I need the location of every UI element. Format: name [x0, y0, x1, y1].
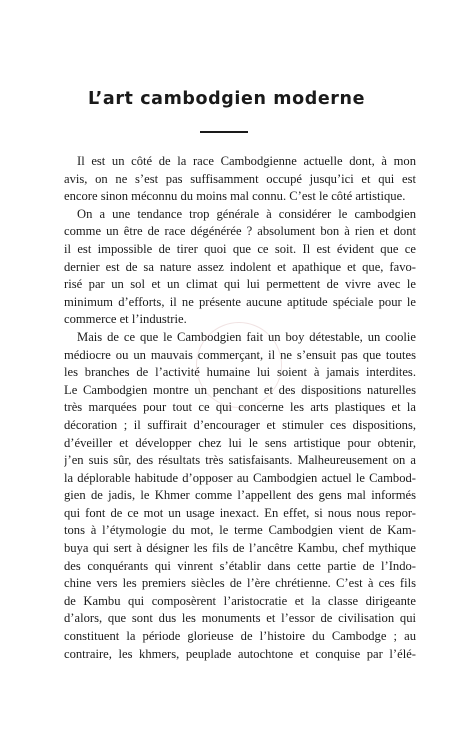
text-line: les branches de l’activité humaine lui soient à jamais interdites. — [64, 365, 416, 380]
text-line: Le Cambodgien montre un penchant et des dispositions naturelles — [64, 382, 416, 397]
text-line: tons à l’étymologie du mot, le terme Cambodgien vient de Kam- — [64, 523, 416, 538]
title-rule — [200, 131, 248, 133]
text-line: buya qui sert à désigner les fils de l’ancêtre Kambu, chef mythique — [64, 541, 416, 556]
text-line: de Kambu qui composèrent l’aristocratie et la classe dirigeante — [64, 593, 416, 608]
text-line: qui font de ce mot un usage inexact. En effet, si nous nous repor- — [64, 505, 416, 520]
text-line: avis, on ne s’est pas suffisamment occupé jusqu’ici et qui est — [64, 171, 416, 186]
text-line: constituent la période glorieuse de l’histoire du Cambodge ; au — [64, 629, 416, 644]
text-line: médiocre ou un mauvais commerçant, il ne s’ensuit pas que toutes — [64, 347, 416, 362]
text-line: On a une tendance trop générale à considérer le cambodgien — [77, 206, 416, 221]
text-line: gien de jadis, le Khmer comme l’appellent des gens mal informés — [64, 488, 416, 503]
text-line: très marquées pour tout ce qui concerne les arts plastiques et la — [64, 400, 416, 415]
text-line: minimum d’efforts, il ne présente aucune aptitude spéciale pour le — [64, 294, 416, 309]
text-line: il est impossible de tirer quoi que ce soit. Il est évident que ce — [64, 241, 416, 256]
text-line: décoration ; il suffirait d’encourager et stimuler ces dispositions, — [64, 417, 416, 432]
text-line: risé par un sol et un climat qui lui permettent de vivre avec le — [64, 277, 416, 292]
text-line: la déplorable habitude d’opposer au Cambodgien actuel le Cambod- — [64, 470, 416, 485]
text-line: encore sinon méconnu du moins mal connu. C’est le côté artistique. — [64, 189, 406, 204]
body-text — [64, 153, 416, 663]
text-line: d’éveiller et développer chez lui le sens artistique pour obtenir, — [64, 435, 416, 450]
text-line: Il est un côté de la race Cambodgienne actuelle dont, à mon — [77, 154, 416, 168]
text-line: des conquérants qui vinrent s’établir dans cette partie de l’Indo- — [64, 558, 416, 573]
text-line: j’en suis sûr, des résultats très satisfaisants. Malheureusement on a — [64, 453, 416, 468]
text-line: chine vers les premiers siècles de l’ère chrétienne. C’est à ces fils — [64, 576, 416, 591]
text-line: contraire, les khmers, peuplade autochtone et conquise par l’élé- — [64, 646, 416, 661]
text-line: comme un être de race dégénérée ? absolument bon à rien et dont — [64, 224, 416, 239]
text-line: Mais de ce que le Cambodgien fait un boy détestable, un coolie — [77, 329, 416, 344]
text-line: dernier est de sa nature assez indolent et apathique et que, favo- — [64, 259, 416, 274]
chapter-title: L’art cambodgien moderne — [87, 89, 366, 109]
text-line: commerce et l’industrie. — [64, 312, 187, 327]
text-line: d’alors, que sont dus les monuments et l’essor de civilisation qui — [64, 611, 416, 626]
